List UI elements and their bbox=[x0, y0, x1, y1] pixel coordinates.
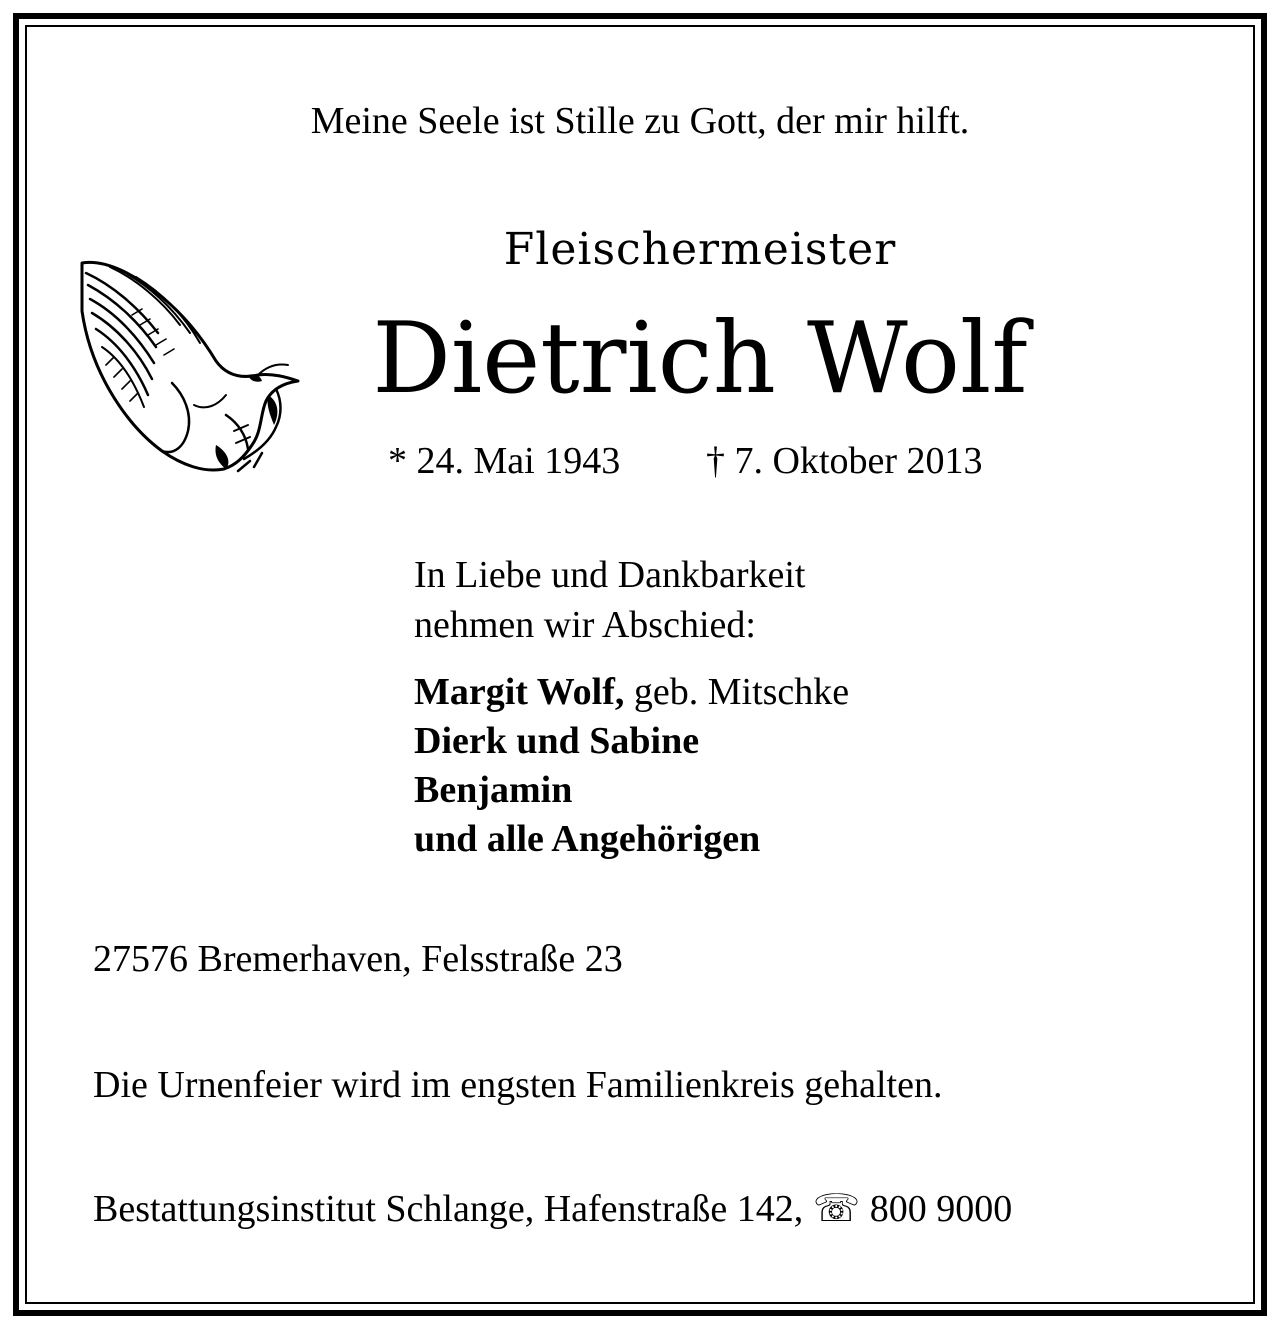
mourner-name: Benjamin bbox=[414, 769, 573, 811]
mourner-row bbox=[414, 717, 849, 766]
inner-border bbox=[25, 25, 1255, 1304]
mourner-row bbox=[414, 815, 849, 864]
mourner-row bbox=[414, 766, 849, 815]
undertaker-info: Bestattungsinstitut Schlange, Hafenstraße 142, ☏ 800 9000 bbox=[93, 1188, 1013, 1230]
mourner-row bbox=[414, 668, 849, 717]
farewell-line-1: In Liebe und Dankbarkeit bbox=[414, 554, 806, 596]
mourner-name: Margit Wolf, bbox=[414, 671, 625, 713]
praying-hands-icon bbox=[76, 255, 302, 473]
birth-date: * 24. Mai 1943 bbox=[388, 440, 621, 482]
mourner-name: und alle Angehörigen bbox=[414, 818, 761, 860]
mourners-list bbox=[414, 668, 849, 864]
deceased-name: Dietrich Wolf bbox=[372, 302, 1028, 416]
motto-verse: Meine Seele ist Stille zu Gott, der mir hilft. bbox=[310, 100, 970, 142]
farewell-text bbox=[414, 550, 1014, 650]
mourner-name: Dierk und Sabine bbox=[414, 720, 700, 762]
farewell-line-2: nehmen wir Abschied: bbox=[414, 604, 756, 646]
mourner-maiden-name: geb. Mitschke bbox=[624, 671, 850, 713]
death-date: † 7. Oktober 2013 bbox=[706, 440, 983, 482]
ceremony-notice: Die Urnenfeier wird im engsten Familienkreis gehalten. bbox=[93, 1064, 943, 1106]
profession-title: Fleischermeister bbox=[503, 224, 897, 275]
home-address: 27576 Bremerhaven, Felsstraße 23 bbox=[93, 938, 623, 980]
